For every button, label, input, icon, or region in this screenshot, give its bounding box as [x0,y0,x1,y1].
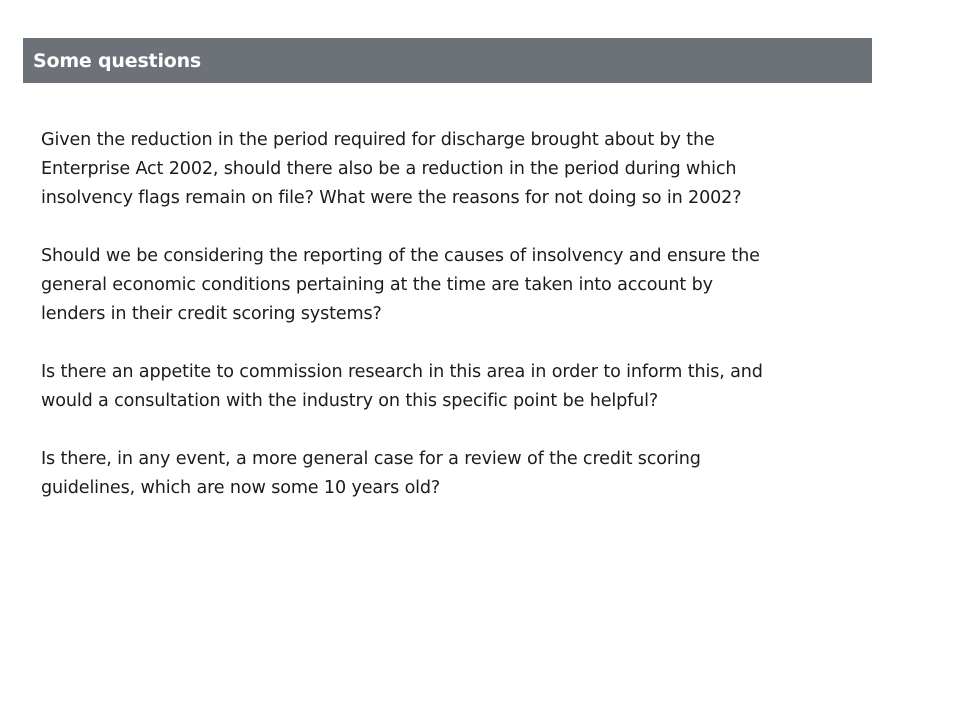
paragraph-line: lenders in their credit scoring systems? [41,304,382,324]
question-paragraph-2 [41,242,871,329]
paragraph-line: Should we be considering the reporting of the causes of insolvency and ensure the [41,246,760,266]
paragraph-line: Enterprise Act 2002, should there also be a reduction in the period during which [41,159,737,179]
paragraph-line: guidelines, which are now some 10 years old? [41,478,441,498]
paragraph-line: Is there, in any event, a more general case for a review of the credit scoring [41,449,701,469]
question-paragraph-1 [41,126,871,213]
paragraph-line: Is there an appetite to commission research in this area in order to inform this, and [41,362,763,382]
page-title: Some questions [33,49,202,72]
title-bar [23,38,872,83]
question-paragraph-4 [41,445,871,503]
paragraph-line: would a consultation with the industry on this specific point be helpful? [41,391,659,411]
paragraph-line: general economic conditions pertaining at the time are taken into account by [41,275,713,295]
questions-body [41,126,871,532]
paragraph-line: Given the reduction in the period required for discharge brought about by the [41,130,715,150]
paragraph-line: insolvency flags remain on file? What were the reasons for not doing so in 2002? [41,188,742,208]
question-paragraph-3 [41,358,871,416]
